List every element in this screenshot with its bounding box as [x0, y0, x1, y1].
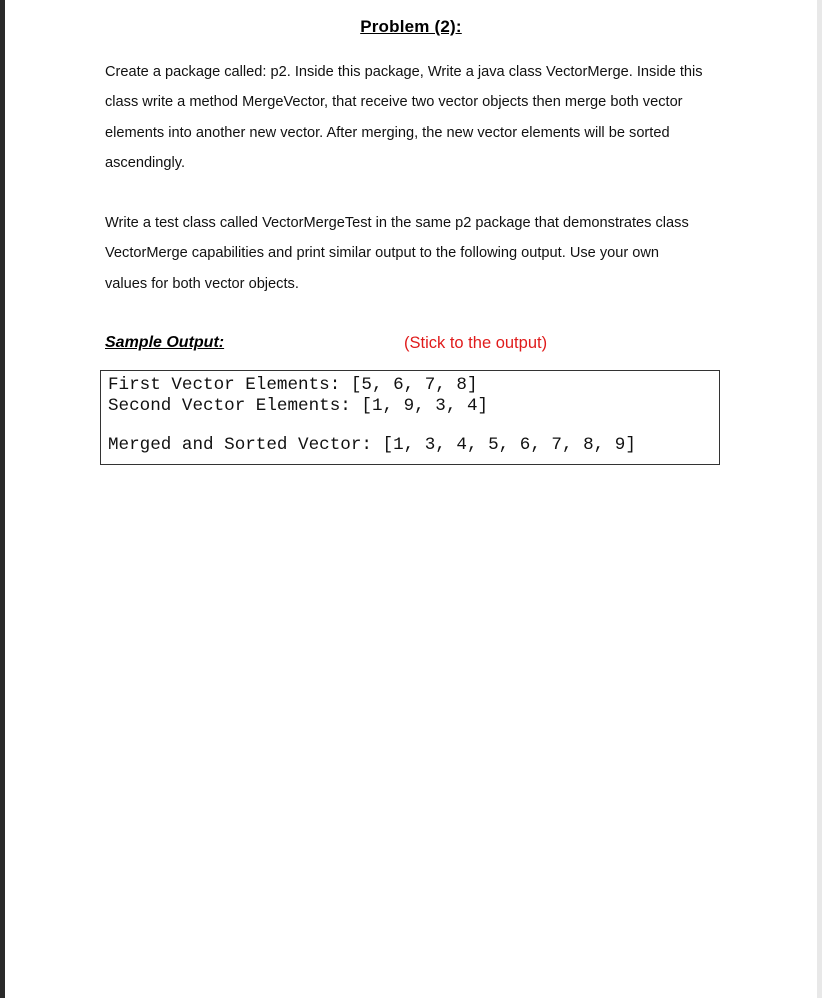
stick-to-output-note: (Stick to the output)	[404, 334, 548, 352]
problem-title: Problem (2):	[360, 17, 462, 36]
problem-description	[105, 57, 730, 178]
sample-output-label: Sample Output:	[105, 334, 225, 351]
test-class-description	[105, 208, 730, 299]
description-line: Write a test class called VectorMergeTest in the same p2 package that demonstrates class	[105, 215, 689, 231]
description-line: Create a package called: p2. Inside this package, Write a java class VectorMerge. Inside this	[105, 64, 703, 80]
output-line-second-vector: Second Vector Elements: [1, 9, 3, 4]	[108, 396, 489, 416]
page-edge	[817, 0, 822, 998]
description-line: class write a method MergeVector, that receive two vector objects then merge both vector	[105, 94, 683, 111]
output-line-merged-vector: Merged and Sorted Vector: [1, 3, 4, 5, 6, 7, 8, 9]	[108, 435, 636, 455]
description-line: elements into another new vector. After merging, the new vector elements will be sorted	[105, 124, 670, 141]
description-line: ascendingly.	[105, 154, 186, 171]
sample-output-box	[100, 370, 720, 465]
description-line: VectorMerge capabilities and print similar output to the following output. Use your own	[105, 245, 660, 262]
description-line: values for both vector objects.	[105, 275, 299, 292]
output-line-first-vector: First Vector Elements: [5, 6, 7, 8]	[108, 375, 478, 395]
